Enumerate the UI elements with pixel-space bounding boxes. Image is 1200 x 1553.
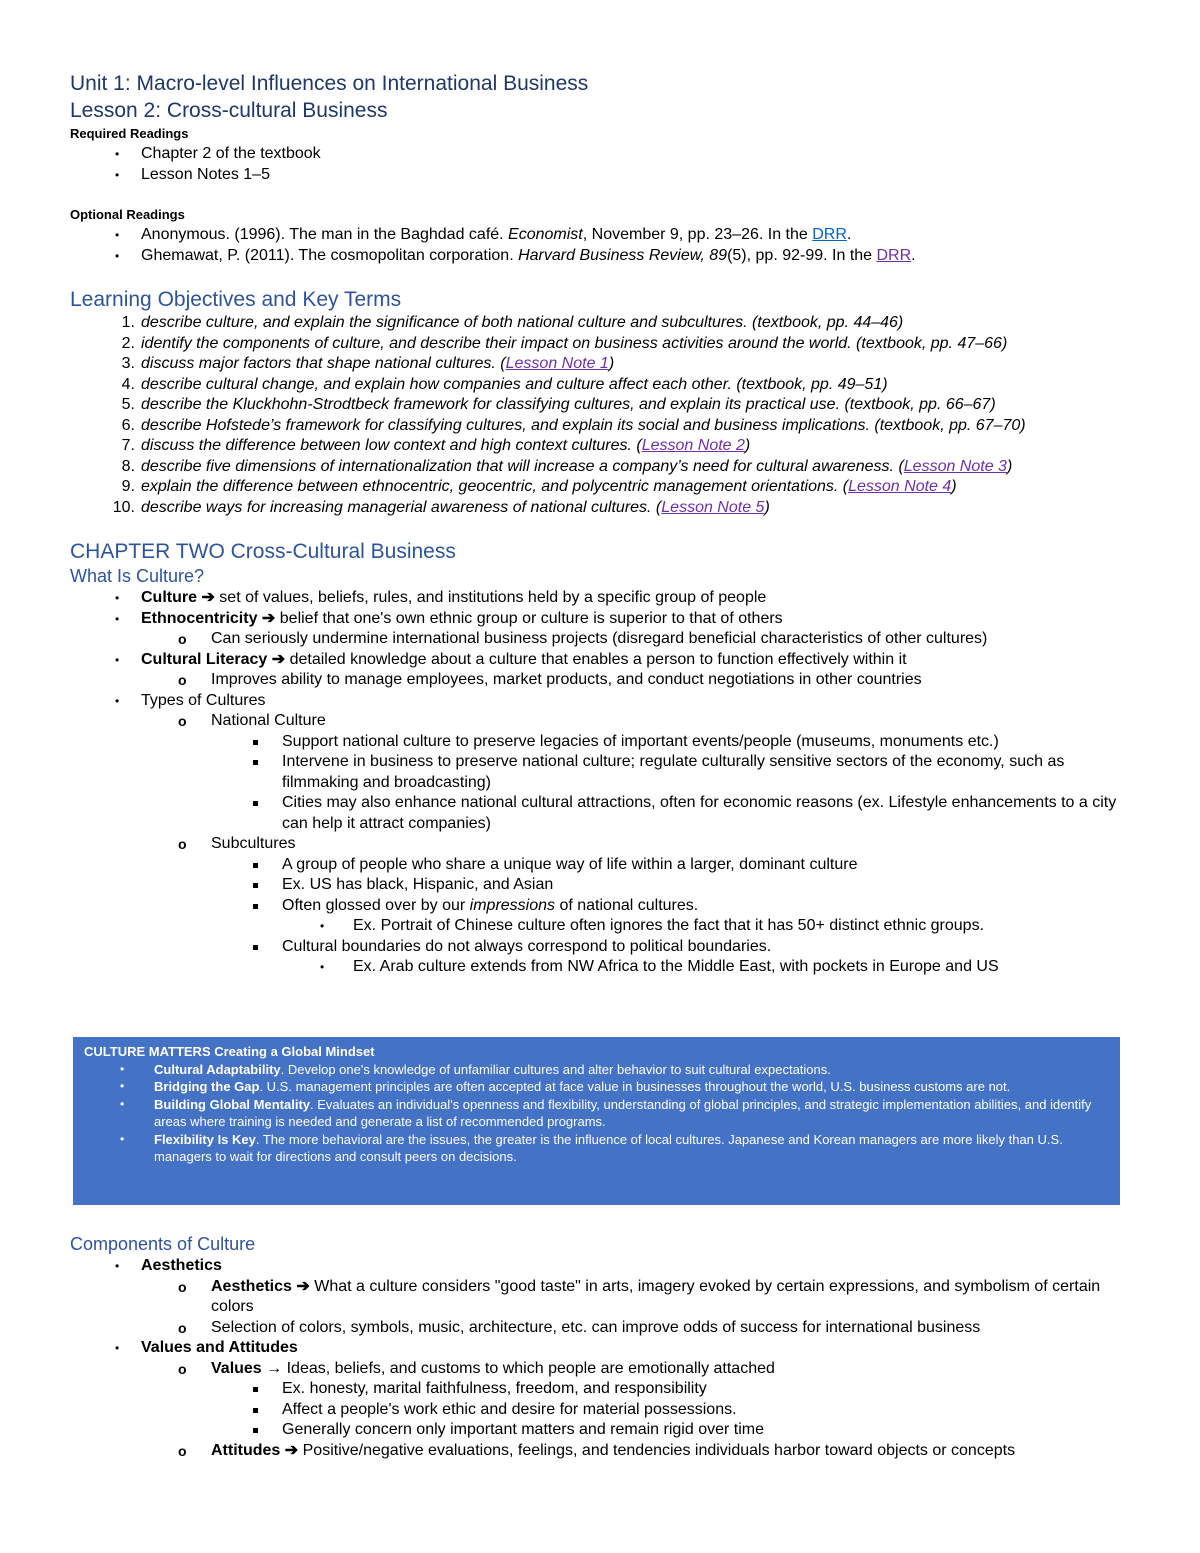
list-item: • Flexibility Is Key. The more behavioral are the issues, the greater is the influence of local cultures. Japanese and Korean managers are more likely than U.S. managers to wait for directions and consult peers on decisions. — [120, 1131, 1063, 1164]
square-bullet-icon — [253, 740, 258, 745]
objective-item: 4. describe cultural change, and explain how companies and culture affect each other. (textbook, pp. 49–51) — [121, 375, 888, 393]
list-item: o National Culture — [178, 712, 326, 729]
lesson-note-link[interactable]: Lesson Note 2 — [641, 437, 745, 454]
list-item: Cultural boundaries do not always correspond to political boundaries. — [70, 937, 1130, 958]
list-item: • Anonymous. (1996). The man in the Baghdad café. Economist, November 9, pp. 23–26. In the DRR. — [115, 226, 852, 243]
square-bullet-icon — [253, 1408, 258, 1413]
list-item: o Values → Ideas, beliefs, and customs to which people are emotionally attached — [178, 1359, 775, 1377]
objective-item: 6. describe Hofstede’s framework for classifying cultures, and explain its social and business implications. (textbook, pp. 67–70) — [121, 416, 1026, 434]
lesson-note-link[interactable]: Lesson Note 1 — [505, 355, 609, 372]
list-item: Affect a people's work ethic and desire for material possessions. — [70, 1400, 1130, 1421]
list-item: • Cultural Adaptability. Develop one's knowledge of unfamiliar cultures and alter behavior to suit cultural expectations. — [120, 1061, 831, 1077]
list-item: Often glossed over by our impressions of national cultures. — [70, 896, 1130, 917]
objective-item: 1. describe culture, and explain the significance of both national culture and subcultures. (textbook, pp. 44–46) — [121, 314, 904, 331]
square-bullet-icon — [253, 883, 258, 888]
lesson-note-link[interactable]: Lesson Note 3 — [903, 457, 1007, 475]
components-section — [70, 1233, 1130, 1461]
objective-item: 5. describe the Kluckhohn-Strodtbeck framework for classifying cultures, and explain its practical use. (textbook, pp. 66–67) — [121, 396, 996, 413]
arrow-icon: → — [266, 1359, 283, 1377]
square-bullet-icon — [253, 863, 258, 868]
list-item: • Bridging the Gap. U.S. management principles are often accepted at face value in businesses throughout the world, U.S. business customs are not. — [120, 1079, 1011, 1094]
list-item: • Ex. Portrait of Chinese culture often ignores the fact that it has 50+ distinct ethnic groups. — [320, 917, 985, 934]
drr-link[interactable]: DRR — [812, 226, 847, 243]
list-item: • Ghemawat, P. (2011). The cosmopolitan corporation. Harvard Business Review, 89(5), pp. 92-99. In the DRR. — [115, 246, 916, 264]
list-item: Cities may also enhance national cultural attractions, often for economic reasons (ex. Lifestyle enhancements to a city can help it attract companies) — [70, 793, 1130, 834]
list-item: o Subcultures — [178, 835, 296, 852]
arrow-icon: ➔ — [271, 650, 286, 668]
objective-item: 10. describe ways for increasing managerial awareness of national cultures. (Lesson Note 5) — [112, 498, 770, 516]
list-item: Generally concern only important matters and remain rigid over time — [70, 1420, 1130, 1441]
arrow-icon: ➔ — [296, 1277, 310, 1295]
lesson-heading: Lesson 2: Cross-cultural Business — [70, 99, 388, 122]
culture-matters-callout — [73, 1037, 1120, 1205]
objectives-heading: Learning Objectives and Key Terms — [70, 288, 402, 311]
objective-item: 7. discuss the difference between low context and high context cultures. (Lesson Note 2) — [121, 437, 751, 454]
objective-item: 9. explain the difference between ethnocentric, geocentric, and polycentric management orientations. (Lesson Note 4) — [121, 478, 957, 495]
lesson-note-link[interactable]: Lesson Note 4 — [848, 478, 952, 495]
list-item: o Can seriously undermine international business projects (disregard beneficial characteristics of other cultures) — [178, 630, 988, 647]
list-item: Support national culture to preserve legacies of important events/people (museums, monuments etc.) — [70, 732, 1130, 753]
list-item: • Ex. Arab culture extends from NW Africa to the Middle East, with pockets in Europe and US — [320, 958, 999, 975]
required-readings-heading: Required Readings — [70, 126, 189, 141]
square-bullet-icon — [253, 945, 258, 950]
components-list — [70, 1256, 1130, 1461]
unit-heading: Unit 1: Macro-level Influences on International Business — [70, 72, 589, 95]
drr-link[interactable]: DRR — [876, 246, 912, 264]
list-item: o Aesthetics ➔ What a culture considers "good taste" in arts, imagery evoked by certain expressions, and symbolism of certain colors — [178, 1277, 1101, 1315]
document-page — [70, 70, 1130, 978]
arrow-icon: ➔ — [284, 1441, 299, 1459]
list-item: • Building Global Mentality. Evaluates an individual's openness and flexibility, understanding of global principles, and strategic implementation abilities, and identify areas where training is needed and generate a list of recommended programs. — [120, 1096, 1092, 1129]
square-bullet-icon — [253, 1428, 258, 1433]
square-bullet-icon — [253, 801, 258, 806]
optional-readings-heading: Optional Readings — [70, 207, 185, 222]
list-item: • Culture ➔ set of values, beliefs, rules, and institutions held by a specific group of people — [115, 589, 767, 606]
optional-readings-list — [70, 225, 1130, 266]
lesson-note-link[interactable]: Lesson Note 5 — [661, 498, 765, 516]
objective-item: 2. identify the components of culture, and describe their impact on business activities around the world. (textbook, pp. 47–66) — [121, 334, 1008, 352]
required-readings-list — [70, 144, 1130, 185]
list-item: • Types of Cultures — [115, 691, 266, 709]
objectives-list — [70, 313, 1130, 518]
list-item: • Aesthetics — [115, 1257, 222, 1274]
list-item: • Ethnocentricity ➔ belief that one's own ethnic group or culture is superior to that of others — [115, 609, 783, 627]
list-item: Intervene in business to preserve national culture; regulate culturally sensitive sectors of the economy, such as filmmaking and broadcasting) — [70, 752, 1130, 793]
square-bullet-icon — [253, 1387, 258, 1392]
arrow-icon: ➔ — [201, 589, 215, 606]
list-item: Ex. US has black, Hispanic, and Asian — [70, 875, 1130, 896]
list-item: o Attitudes ➔ Positive/negative evaluations, feelings, and tendencies individuals harbor toward objects or concepts — [178, 1441, 1016, 1459]
what-is-culture-heading: What Is Culture? — [70, 566, 205, 586]
list-item: o Improves ability to manage employees, market products, and conduct negotiations in other countries — [178, 671, 922, 688]
list-item: • Values and Attitudes — [115, 1339, 298, 1356]
list-item: Ex. honesty, marital faithfulness, freedom, and responsibility — [70, 1379, 1130, 1400]
square-bullet-icon — [253, 760, 258, 765]
components-heading: Components of Culture — [70, 1234, 256, 1254]
objective-item: 3. discuss major factors that shape national cultures. (Lesson Note 1) — [121, 355, 615, 372]
square-bullet-icon — [253, 904, 258, 909]
list-item: o Selection of colors, symbols, music, architecture, etc. can improve odds of success for international business — [178, 1318, 981, 1336]
list-item: • Chapter 2 of the textbook — [115, 145, 321, 162]
culture-list — [70, 588, 1130, 978]
chapter-heading: CHAPTER TWO Cross-Cultural Business — [70, 540, 456, 563]
list-item: • Cultural Literacy ➔ detailed knowledge about a culture that enables a person to function effectively within it — [115, 650, 907, 668]
callout-list — [84, 1061, 1110, 1166]
arrow-icon: ➔ — [261, 609, 276, 627]
callout-title: CULTURE MATTERS Creating a Global Mindset — [84, 1044, 375, 1059]
objective-item: 8. describe five dimensions of internationalization that will increase a company’s need for cultural awareness. (Lesson Note 3) — [121, 457, 1013, 475]
list-item: • Lesson Notes 1–5 — [115, 165, 270, 183]
list-item: A group of people who share a unique way of life within a larger, dominant culture — [70, 855, 1130, 876]
